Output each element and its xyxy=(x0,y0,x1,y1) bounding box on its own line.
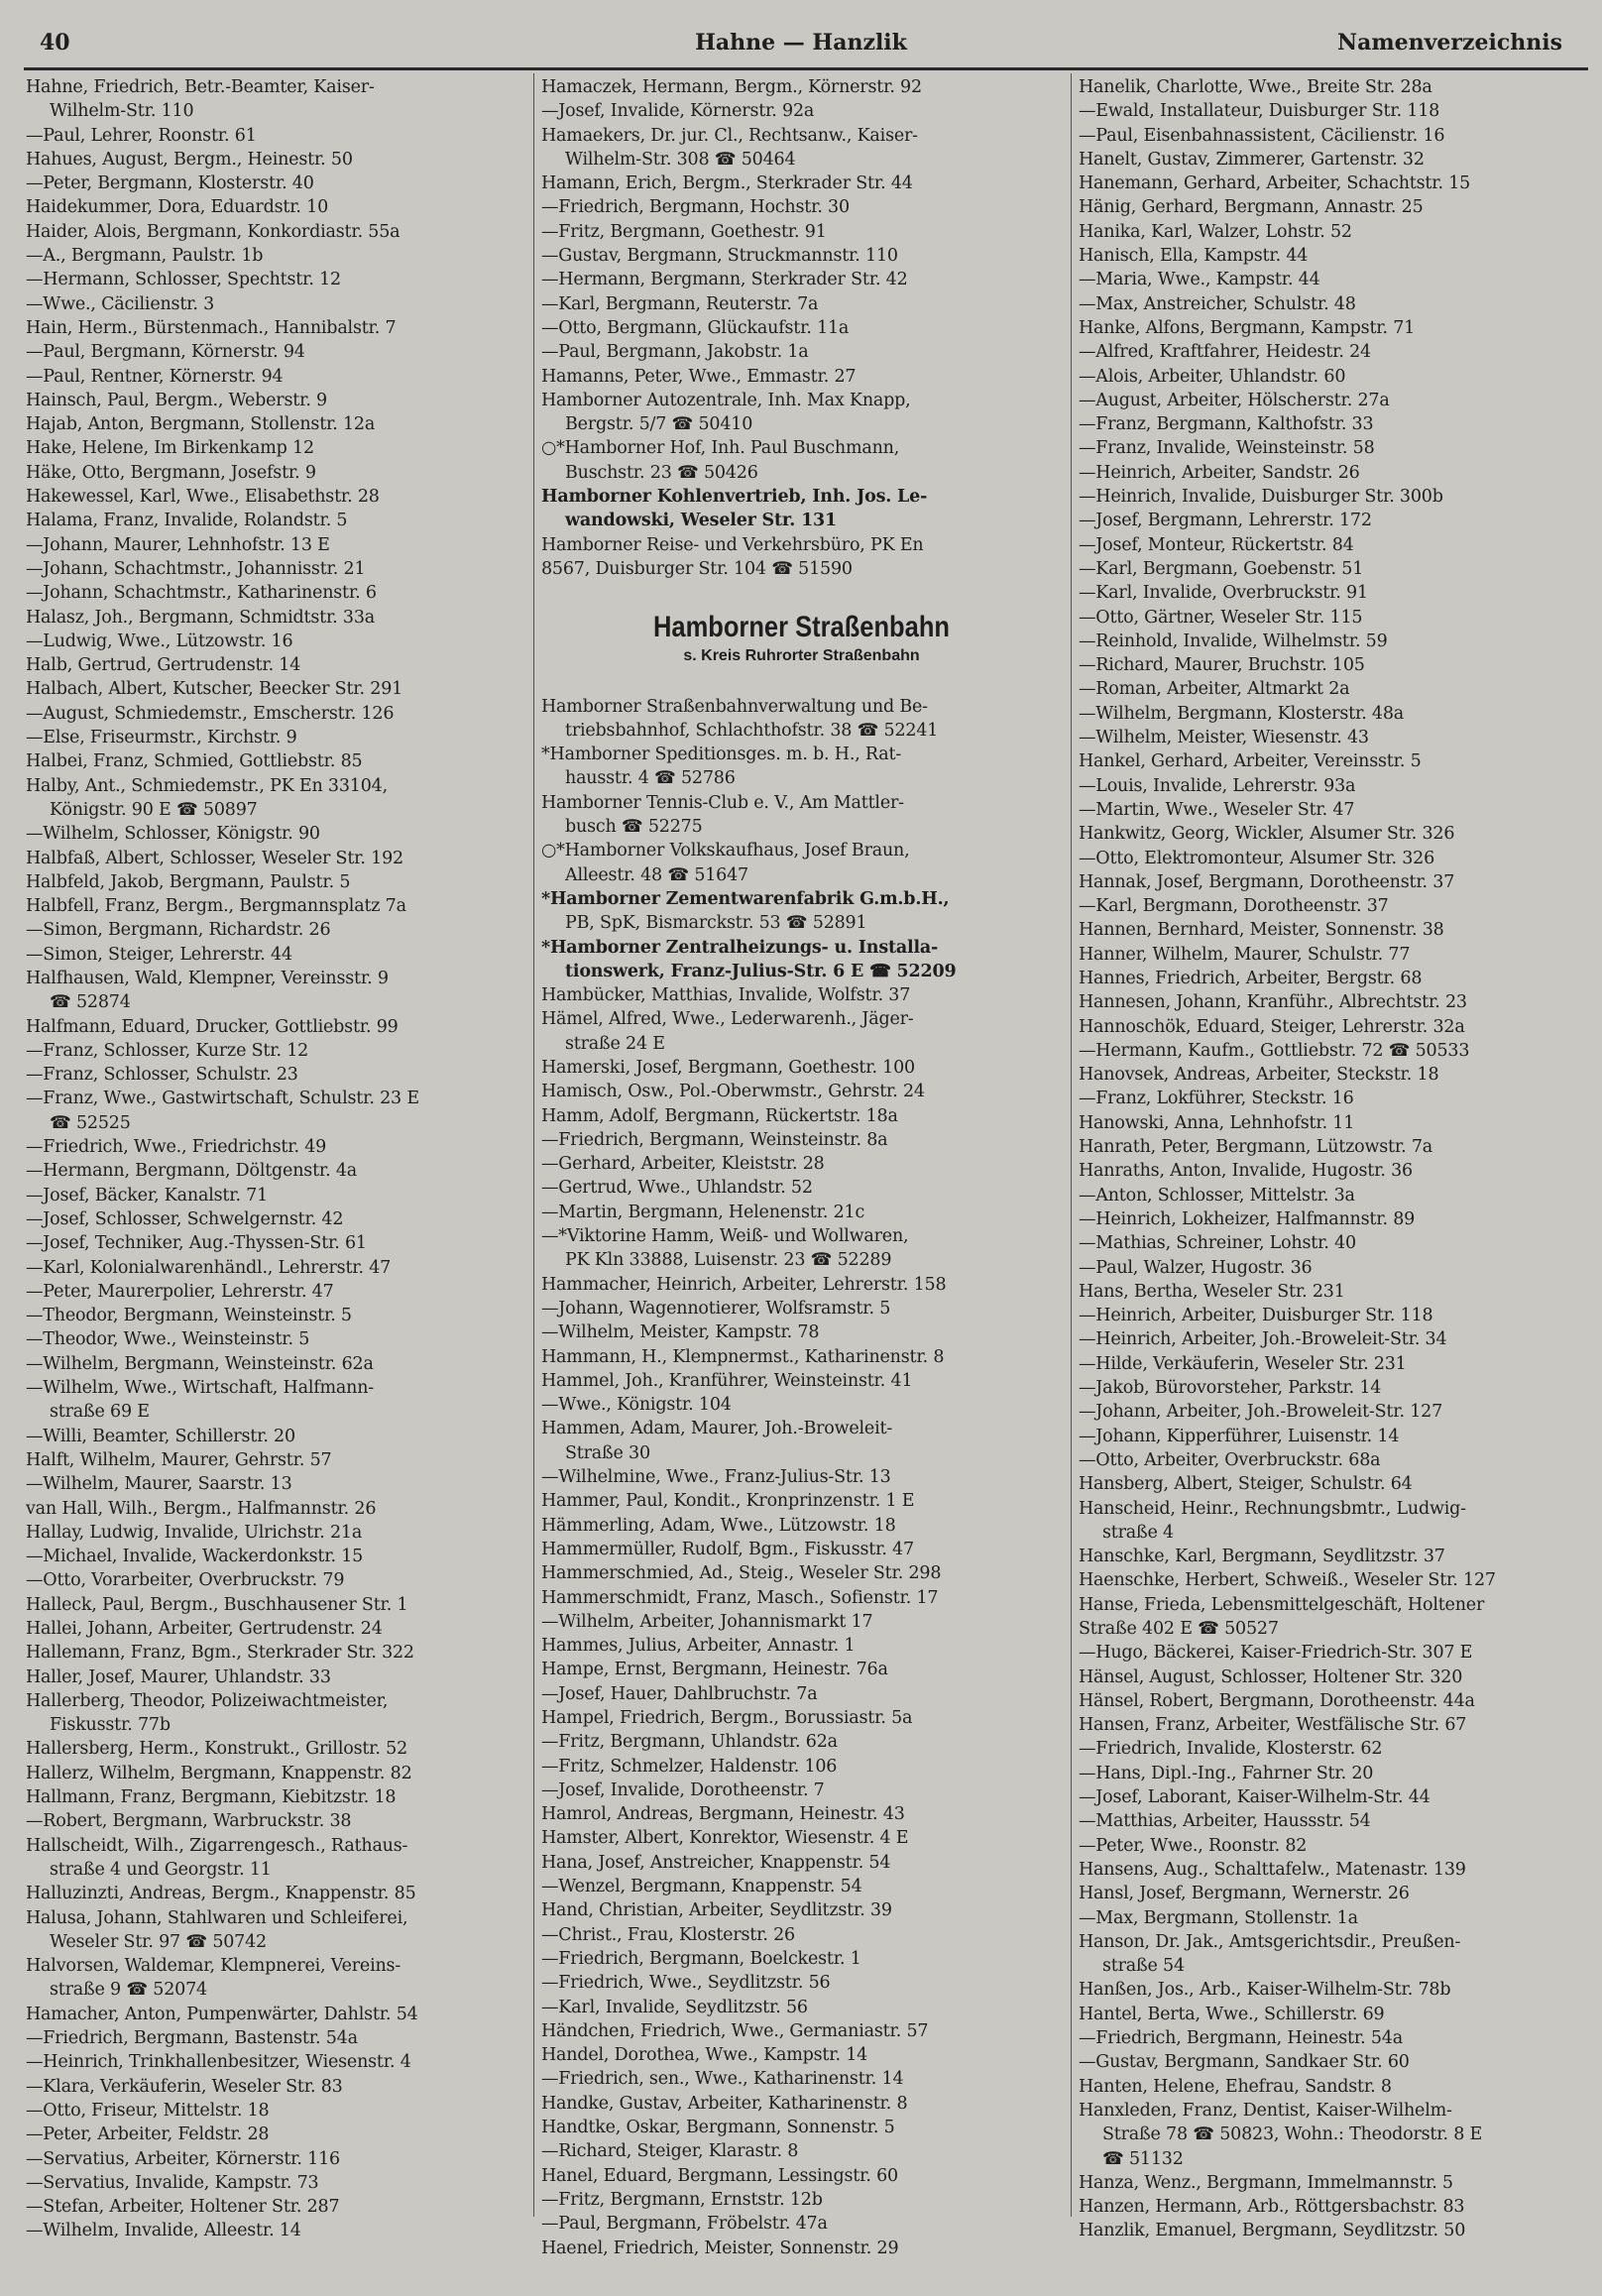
directory-entry-line: straße 4 xyxy=(1102,1522,1174,1543)
directory-entry-line: Hämel, Alfred, Wwe., Lederwarenh., Jäger- xyxy=(541,1009,914,1030)
directory-entry-line: Hänig, Gerhard, Bergmann, Annastr. 25 xyxy=(1079,197,1424,218)
directory-entry-line: —Hugo, Bäckerei, Kaiser-Friedrich-Str. 307 E xyxy=(1079,1643,1473,1664)
directory-entry-line: Königstr. 90 E ☎ 50897 xyxy=(50,799,258,820)
directory-entry-line: —Wenzel, Bergmann, Knappenstr. 54 xyxy=(541,1877,862,1897)
directory-entry-line: Halfmann, Eduard, Drucker, Gottliebstr. 99 xyxy=(26,1016,399,1037)
directory-entry-line: Hanraths, Anton, Invalide, Hugostr. 36 xyxy=(1079,1161,1413,1182)
directory-entry-line: Wilhelm-Str. 308 ☎ 50464 xyxy=(565,149,796,170)
directory-entry-line: Hallmann, Franz, Bergmann, Kiebitzstr. 18 xyxy=(26,1787,397,1808)
directory-entry-line: —Josef, Invalide, Dorotheenstr. 7 xyxy=(541,1779,825,1800)
directory-entry-line: Hambücker, Matthias, Invalide, Wolfstr. 37 xyxy=(541,985,911,1006)
directory-entry-line: Hampe, Ernst, Bergmann, Heinestr. 76a xyxy=(541,1660,888,1680)
directory-entry-line: —Alois, Arbeiter, Uhlandstr. 60 xyxy=(1079,366,1346,387)
column-3 xyxy=(1079,75,1599,2243)
directory-entry-line: —Franz, Schlosser, Schulstr. 23 xyxy=(26,1065,298,1086)
directory-entry-line: ○*Hamborner Volkskaufhaus, Josef Braun, xyxy=(541,841,910,861)
directory-entry-line: Halvorsen, Waldemar, Klempnerei, Vereins- xyxy=(26,1956,401,1977)
directory-entry-line: Hämmerling, Adam, Wwe., Lützowstr. 18 xyxy=(541,1515,896,1536)
directory-entry-line: —Theodor, Bergmann, Weinsteinstr. 5 xyxy=(26,1306,352,1326)
directory-entry-line: Hamborner Straßenbahnverwaltung und Be- xyxy=(541,696,928,717)
directory-entry-line: —Servatius, Invalide, Kampstr. 73 xyxy=(26,2172,319,2193)
directory-entry-line: —*Viktorine Hamm, Weiß- und Wollwaren, xyxy=(541,1226,909,1247)
directory-entry-line: Hampel, Friedrich, Bergm., Borussiastr. 5a xyxy=(541,1708,913,1728)
directory-entry-line: —Otto, Arbeiter, Overbruckstr. 68a xyxy=(1079,1449,1381,1470)
directory-entry-line: —Paul, Lehrer, Roonstr. 61 xyxy=(26,125,257,146)
directory-entry-line: *Hamborner Zentralheizungs- u. Installa- xyxy=(541,937,939,958)
directory-entry-line: Hallersberg, Herm., Konstrukt., Grillostr. 52 xyxy=(26,1739,408,1760)
directory-entry-line: —Peter, Arbeiter, Feldstr. 28 xyxy=(26,2124,270,2145)
directory-entry-line: —Josef, Monteur, Rückertstr. 84 xyxy=(1079,534,1354,555)
advertisement-box xyxy=(541,611,1062,668)
directory-entry-line: —Otto, Gärtner, Weseler Str. 115 xyxy=(1079,607,1363,628)
directory-entry-line: —Max, Anstreicher, Schulstr. 48 xyxy=(1079,293,1356,314)
directory-entry-line: —Heinrich, Trinkhallenbesitzer, Wiesenstr. 4 xyxy=(26,2052,411,2073)
directory-entry-line: Hahues, August, Bergm., Heinestr. 50 xyxy=(26,149,353,170)
directory-entry-line: —Friedrich, Wwe., Seydlitzstr. 56 xyxy=(541,1973,831,1994)
directory-entry-line: —Friedrich, Bergmann, Bastenstr. 54a xyxy=(26,2028,358,2049)
directory-entry-line: Halbach, Albert, Kutscher, Beecker Str. 291 xyxy=(26,679,403,700)
directory-entry-line: Hanika, Karl, Walzer, Lohstr. 52 xyxy=(1079,221,1352,242)
directory-entry-line: —Josef, Bergmann, Lehrerstr. 172 xyxy=(1079,511,1372,531)
directory-entry-line: —Wilhelm, Bergmann, Weinsteinstr. 62a xyxy=(26,1353,374,1374)
directory-entry-line: —Wilhelmine, Wwe., Franz-Julius-Str. 13 xyxy=(541,1467,891,1488)
directory-entry-line: Hanel, Eduard, Bergmann, Lessingstr. 60 xyxy=(541,2165,898,2186)
directory-entry-line: —Wilhelm, Arbeiter, Johannismarkt 17 xyxy=(541,1611,873,1632)
directory-entry-line: —Franz, Invalide, Weinsteinstr. 58 xyxy=(1079,438,1375,459)
directory-entry-line: —Josef, Techniker, Aug.-Thyssen-Str. 61 xyxy=(26,1233,367,1254)
directory-entry-line: Hamm, Adolf, Bergmann, Rückertstr. 18a xyxy=(541,1105,898,1126)
directory-entry-line: PB, SpK, Bismarckstr. 53 ☎ 52891 xyxy=(565,913,867,934)
directory-entry-line: —Paul, Bergmann, Fröbelstr. 47a xyxy=(541,2214,828,2235)
directory-entry-line: —Ludwig, Wwe., Lützowstr. 16 xyxy=(26,631,293,651)
directory-entry-line: Hammermüller, Rudolf, Bgm., Fiskusstr. 47 xyxy=(541,1539,914,1559)
directory-entry-line: —Peter, Maurerpolier, Lehrerstr. 47 xyxy=(26,1281,334,1302)
directory-entry-line: —Simon, Bergmann, Richardstr. 26 xyxy=(26,920,331,941)
directory-entry-line: —Mathias, Schreiner, Lohstr. 40 xyxy=(1079,1233,1356,1254)
directory-entry-line: Hansl, Josef, Bergmann, Wernerstr. 26 xyxy=(1079,1884,1410,1904)
directory-entry-line: PK Kln 33888, Luisenstr. 23 ☎ 52289 xyxy=(565,1250,892,1271)
directory-entry-line: —Karl, Invalide, Seydlitzstr. 56 xyxy=(541,1997,808,2017)
directory-entry-line: —Friedrich, Bergmann, Hochstr. 30 xyxy=(541,197,850,218)
directory-entry-line: Halby, Ant., Schmiedemstr., PK En 33104, xyxy=(26,775,388,796)
directory-entry-line: Hamaekers, Dr. jur. Cl., Rechtsanw., Kaiser- xyxy=(541,125,918,146)
directory-entry-line: *Hamborner Zementwarenfabrik G.m.b.H., xyxy=(541,888,950,909)
directory-entry-line: ☎ 52525 xyxy=(50,1112,131,1133)
directory-entry-line: —Paul, Rentner, Körnerstr. 94 xyxy=(26,366,284,387)
directory-entry-line: Hanowski, Anna, Lehnhofstr. 11 xyxy=(1079,1112,1355,1133)
directory-entry-line: Haller, Josef, Maurer, Uhlandstr. 33 xyxy=(26,1666,331,1687)
directory-entry-line: Hamborner Autozentrale, Inh. Max Knapp, xyxy=(541,390,911,410)
directory-entry-line: Hanke, Alfons, Bergmann, Kampstr. 71 xyxy=(1079,317,1416,338)
directory-entry-line: Hanemann, Gerhard, Arbeiter, Schachtstr. 15 xyxy=(1079,173,1471,194)
directory-entry-line: —Hermann, Schlosser, Spechtstr. 12 xyxy=(26,270,341,290)
directory-entry-line: —Wilhelm, Meister, Wiesenstr. 43 xyxy=(1079,728,1369,748)
directory-entry-line: Hankel, Gerhard, Arbeiter, Vereinsstr. 5 xyxy=(1079,751,1422,772)
directory-entry-line: Hain, Herm., Bürstenmach., Hannibalstr. 7 xyxy=(26,317,397,338)
directory-entry-line: Hamann, Erich, Bergm., Sterkrader Str. 44 xyxy=(541,173,913,194)
directory-entry-line: —Fritz, Bergmann, Goethestr. 91 xyxy=(541,221,827,242)
directory-entry-line: wandowski, Weseler Str. 131 xyxy=(565,511,838,531)
directory-entry-line: —Wilhelm, Schlosser, Königstr. 90 xyxy=(26,824,320,845)
directory-entry-line: Hänsel, August, Schlosser, Holtener Str. 320 xyxy=(1079,1666,1463,1687)
directory-entry-line: Hanxleden, Franz, Dentist, Kaiser-Wilhelm- xyxy=(1079,2100,1452,2121)
directory-entry-line: —Paul, Walzer, Hugostr. 36 xyxy=(1079,1257,1313,1278)
directory-entry-line: Hand, Christian, Arbeiter, Seydlitzstr. 39 xyxy=(541,1900,892,1921)
directory-entry-line: Haenschke, Herbert, Schweiß., Weseler Str. 127 xyxy=(1079,1570,1496,1591)
directory-entry-line: —Ewald, Installateur, Duisburger Str. 118 xyxy=(1079,101,1440,122)
directory-entry-line: —Friedrich, Bergmann, Boelckestr. 1 xyxy=(541,1948,861,1969)
directory-entry-line: Halbfell, Franz, Bergm., Bergmannsplatz 7a xyxy=(26,896,406,917)
directory-entry-line: Hallerberg, Theodor, Polizeiwachtmeister, xyxy=(26,1690,389,1711)
directory-entry-line: —Fritz, Bergmann, Uhlandstr. 62a xyxy=(541,1732,838,1753)
directory-entry-line: Halfhausen, Wald, Klempner, Vereinsstr. 9 xyxy=(26,968,389,988)
directory-entry-line: —Franz, Bergmann, Kalthofstr. 33 xyxy=(1079,414,1374,435)
directory-entry-line: Hanson, Dr. Jak., Amtsgerichtsdir., Preußen- xyxy=(1079,1931,1461,1952)
page-header xyxy=(0,0,1602,71)
directory-entry-line: —Roman, Arbeiter, Altmarkt 2a xyxy=(1079,679,1350,700)
directory-entry-line: —Maria, Wwe., Kampstr. 44 xyxy=(1079,270,1320,290)
directory-entry-line: —Fritz, Bergmann, Ernststr. 12b xyxy=(541,2189,823,2210)
directory-entry-line: Buschstr. 23 ☎ 50426 xyxy=(565,462,758,483)
directory-entry-line: Halasz, Joh., Bergmann, Schmidtstr. 33a xyxy=(26,607,376,628)
directory-entry-line: Alleestr. 48 ☎ 51647 xyxy=(565,864,748,885)
directory-entry-line: —Stefan, Arbeiter, Holtener Str. 287 xyxy=(26,2197,340,2218)
directory-entry-line: straße 4 und Georgstr. 11 xyxy=(50,1859,272,1880)
directory-entry-line: —Willi, Beamter, Schillerstr. 20 xyxy=(26,1426,295,1446)
directory-entry-line: —Gustav, Bergmann, Struckmannstr. 110 xyxy=(541,246,898,267)
directory-entry-line: —Heinrich, Arbeiter, Joh.-Broweleit-Str. 34 xyxy=(1079,1329,1447,1350)
directory-entry-line: —Peter, Bergmann, Klosterstr. 40 xyxy=(26,173,314,194)
directory-entry-line: —Friedrich, Bergmann, Weinsteinstr. 8a xyxy=(541,1129,888,1150)
directory-entry-line: Hanzen, Hermann, Arb., Röttgersbachstr. 83 xyxy=(1079,2197,1465,2218)
directory-entry-line: —Wilhelm, Bergmann, Klosterstr. 48a xyxy=(1079,703,1405,724)
directory-entry-line: —Servatius, Arbeiter, Körnerstr. 116 xyxy=(26,2148,340,2169)
directory-entry-line: —Wilhelm, Wwe., Wirtschaft, Halfmann- xyxy=(26,1378,374,1399)
ad-title: Hamborner Straßenbahn xyxy=(653,611,950,644)
directory-entry-line: Fiskusstr. 77b xyxy=(50,1715,171,1736)
directory-entry-line: Hanelt, Gustav, Zimmerer, Gartenstr. 32 xyxy=(1079,149,1425,170)
directory-entry-line: —Fritz, Schmelzer, Haldenstr. 106 xyxy=(541,1756,838,1777)
directory-entry-line: Hanrath, Peter, Bergmann, Lützowstr. 7a xyxy=(1079,1137,1432,1158)
directory-entry-line: —Martin, Wwe., Weseler Str. 47 xyxy=(1079,799,1355,820)
directory-entry-line: —Johann, Kipperführer, Luisenstr. 14 xyxy=(1079,1426,1400,1446)
directory-entry-line: Hannak, Josef, Bergmann, Dorotheenstr. 37 xyxy=(1079,871,1455,892)
running-title: Hahne — Hanzlik xyxy=(695,30,907,56)
directory-entry-line: Hanisch, Ella, Kampstr. 44 xyxy=(1079,246,1309,267)
directory-entry-line: —Simon, Steiger, Lehrerstr. 44 xyxy=(26,944,292,965)
directory-entry-line: —Friedrich, Bergmann, Heinestr. 54a xyxy=(1079,2028,1403,2049)
directory-entry-line: Hamster, Albert, Konrektor, Wiesenstr. 4 E xyxy=(541,1828,909,1849)
directory-entry-line: —Karl, Kolonialwarenhändl., Lehrerstr. 47 xyxy=(26,1257,392,1278)
directory-entry-line: Straße 78 ☎ 50823, Wohn.: Theodorstr. 8 E xyxy=(1102,2124,1483,2145)
directory-entry-line: —Hermann, Kaufm., Gottliebstr. 72 ☎ 50533 xyxy=(1079,1040,1470,1061)
directory-entry-line: straße 24 E xyxy=(565,1033,665,1054)
directory-entry-line: Bergstr. 5/7 ☎ 50410 xyxy=(565,414,753,435)
directory-entry-line: Hamborner Kohlenvertrieb, Inh. Jos. Le- xyxy=(541,487,928,508)
directory-entry-line: Hainsch, Paul, Bergm., Weberstr. 9 xyxy=(26,390,327,410)
directory-entry-line: Hallay, Ludwig, Invalide, Ulrichstr. 21a xyxy=(26,1522,363,1543)
directory-entry-line: Hammes, Julius, Arbeiter, Annastr. 1 xyxy=(541,1636,856,1657)
directory-entry-line: —Gustav, Bergmann, Sandkaer Str. 60 xyxy=(1079,2052,1410,2073)
directory-entry-line: Hammerschmied, Ad., Steig., Weseler Str. 298 xyxy=(541,1563,942,1584)
directory-entry-line: —Gertrud, Wwe., Uhlandstr. 52 xyxy=(541,1178,813,1199)
directory-entry-line: Hammer, Paul, Kondit., Kronprinzenstr. 1 E xyxy=(541,1491,915,1512)
directory-entry-line: —Heinrich, Lokheizer, Halfmannstr. 89 xyxy=(1079,1208,1416,1229)
directory-entry-line: —Otto, Bergmann, Glückaufstr. 11a xyxy=(541,317,850,338)
directory-entry-line: Hallei, Johann, Arbeiter, Gertrudenstr. 24 xyxy=(26,1619,383,1639)
directory-entry-line: Hallemann, Franz, Bgm., Sterkrader Str. 322 xyxy=(26,1643,414,1664)
directory-entry-line: —Richard, Maurer, Bruchstr. 105 xyxy=(1079,655,1365,676)
directory-entry-line: —Otto, Vorarbeiter, Overbruckstr. 79 xyxy=(26,1570,345,1591)
directory-entry-line: Hahne, Friedrich, Betr.-Beamter, Kaiser- xyxy=(26,77,375,97)
directory-entry-line: Hanzlik, Emanuel, Bergmann, Seydlitzstr. 50 xyxy=(1079,2221,1466,2241)
section-title: Namenverzeichnis xyxy=(1337,30,1562,56)
directory-entry-line: Hannes, Friedrich, Arbeiter, Bergstr. 68 xyxy=(1079,968,1423,988)
directory-entry-line: —Franz, Schlosser, Kurze Str. 12 xyxy=(26,1040,309,1061)
directory-entry-line: —Heinrich, Arbeiter, Duisburger Str. 118 xyxy=(1079,1306,1433,1326)
directory-entry-line: Hamborner Reise- und Verkehrsbüro, PK En xyxy=(541,534,924,555)
directory-entry-line: —Hans, Dipl.-Ing., Fahrner Str. 20 xyxy=(1079,1763,1374,1783)
directory-entry-line: —Klara, Verkäuferin, Weseler Str. 83 xyxy=(26,2076,343,2097)
directory-entry-line: Hammen, Adam, Maurer, Joh.-Broweleit- xyxy=(541,1419,893,1439)
directory-entry-line: 8567, Duisburger Str. 104 ☎ 51590 xyxy=(541,558,853,579)
directory-entry-line: ○*Hamborner Hof, Inh. Paul Buschmann, xyxy=(541,438,900,459)
directory-entry-line: —Heinrich, Invalide, Duisburger Str. 300b xyxy=(1079,487,1443,508)
directory-entry-line: —Paul, Bergmann, Körnerstr. 94 xyxy=(26,342,305,363)
directory-entry-line: Hamerski, Josef, Bergmann, Goethestr. 100 xyxy=(541,1057,915,1078)
directory-entry-line: —A., Bergmann, Paulstr. 1b xyxy=(26,246,264,267)
directory-entry-line: Straße 30 xyxy=(565,1442,650,1463)
directory-entry-line: —Wwe., Königstr. 104 xyxy=(541,1395,732,1416)
directory-entry-line: —Josef, Laborant, Kaiser-Wilhelm-Str. 44 xyxy=(1079,1787,1430,1808)
directory-entry-line: Hanten, Helene, Ehefrau, Sandstr. 8 xyxy=(1079,2076,1392,2097)
directory-entry-line: Hammacher, Heinrich, Arbeiter, Lehrerstr. 158 xyxy=(541,1274,947,1295)
directory-entry-line: Hänsel, Robert, Bergmann, Dorotheenstr. 44a xyxy=(1079,1690,1475,1711)
directory-entry-line: Weseler Str. 97 ☎ 50742 xyxy=(50,1931,267,1952)
directory-entry-line: Halbfaß, Albert, Schlosser, Weseler Str. 192 xyxy=(26,848,403,868)
directory-entry-line: Halusa, Johann, Stahlwaren und Schleiferei, xyxy=(26,1907,408,1928)
directory-entry-line: Halbei, Franz, Schmied, Gottliebstr. 85 xyxy=(26,751,363,772)
directory-entry-line: Halb, Gertrud, Gertrudenstr. 14 xyxy=(26,655,301,676)
directory-entry-line: Hannen, Bernhard, Meister, Sonnenstr. 38 xyxy=(1079,920,1444,941)
page-number: 40 xyxy=(40,30,70,56)
directory-entry-line: —Louis, Invalide, Lehrerstr. 93a xyxy=(1079,775,1356,796)
directory-entry-line: —Paul, Bergmann, Jakobstr. 1a xyxy=(541,342,809,363)
directory-entry-line: —Peter, Wwe., Roonstr. 82 xyxy=(1079,1835,1308,1856)
directory-entry-line: Hamborner Tennis-Club e. V., Am Mattler- xyxy=(541,792,904,813)
directory-entry-line: —Christ., Frau, Klosterstr. 26 xyxy=(541,1924,795,1945)
directory-entry-line: —Michael, Invalide, Wackerdonkstr. 15 xyxy=(26,1547,364,1567)
directory-entry-line: Hakewessel, Karl, Wwe., Elisabethstr. 28 xyxy=(26,487,380,508)
directory-entry-line: Hammel, Joh., Kranführer, Weinsteinstr. 41 xyxy=(541,1370,913,1391)
directory-entry-line: —Wwe., Cäcilienstr. 3 xyxy=(26,293,215,314)
directory-entry-line: —Paul, Eisenbahnassistent, Cäcilienstr. 16 xyxy=(1079,125,1445,146)
directory-entry-line: —Richard, Steiger, Klarastr. 8 xyxy=(541,2141,799,2162)
directory-entry-line: —Johann, Wagennotierer, Wolfsramstr. 5 xyxy=(541,1298,891,1319)
directory-entry-line: Hansens, Aug., Schalttafelw., Matenastr. 139 xyxy=(1079,1859,1466,1880)
directory-entry-line: Hanßen, Jos., Arb., Kaiser-Wilhelm-Str. 78b xyxy=(1079,1980,1451,2001)
directory-entry-line: —Josef, Bäcker, Kanalstr. 71 xyxy=(26,1185,269,1205)
directory-entry-line: —Johann, Schachtmstr., Katharinenstr. 6 xyxy=(26,583,377,604)
column-2 xyxy=(541,75,1062,2260)
directory-entry-line: Halbfeld, Jakob, Bergmann, Paulstr. 5 xyxy=(26,871,351,892)
directory-entry-line: Hallscheidt, Wilh., Zigarrengesch., Rathaus- xyxy=(26,1835,408,1856)
directory-entry-line: Halama, Franz, Invalide, Rolandstr. 5 xyxy=(26,511,348,531)
directory-entry-line: Hammann, H., Klempnermst., Katharinenstr. 8 xyxy=(541,1346,945,1367)
directory-entry-line: —Martin, Bergmann, Helenenstr. 21c xyxy=(541,1202,865,1222)
directory-entry-line: Hamanns, Peter, Wwe., Emmastr. 27 xyxy=(541,366,857,387)
directory-entry-line: Hans, Bertha, Weseler Str. 231 xyxy=(1079,1281,1345,1302)
directory-entry-line: Hanovsek, Andreas, Arbeiter, Steckstr. 18 xyxy=(1079,1065,1439,1086)
directory-entry-line: —Theodor, Wwe., Weinsteinstr. 5 xyxy=(26,1329,310,1350)
directory-entry-line: Händchen, Friedrich, Wwe., Germaniastr. 57 xyxy=(541,2020,929,2041)
directory-entry-line: Hamisch, Osw., Pol.-Oberwmstr., Gehrstr. 24 xyxy=(541,1082,925,1102)
directory-entry-line: Hansen, Franz, Arbeiter, Westfälische Str. 67 xyxy=(1079,1715,1467,1736)
directory-entry-line: —Wilhelm, Invalide, Alleestr. 14 xyxy=(26,2221,301,2241)
directory-entry-line: —Wilhelm, Meister, Kampstr. 78 xyxy=(541,1322,820,1343)
directory-entry-line: —Franz, Wwe., Gastwirtschaft, Schulstr. 23 E xyxy=(26,1089,419,1109)
directory-entry-line: Hajab, Anton, Bergmann, Stollenstr. 12a xyxy=(26,414,376,435)
directory-entry-line: —Friedrich, Wwe., Friedrichstr. 49 xyxy=(26,1137,327,1158)
directory-entry-line: —Hilde, Verkäuferin, Weseler Str. 231 xyxy=(1079,1353,1407,1374)
directory-entry-line: Hamaczek, Hermann, Bergm., Körnerstr. 92 xyxy=(541,77,922,97)
directory-entry-line: tionswerk, Franz-Julius-Str. 6 E ☎ 52209 xyxy=(565,961,957,981)
column-1 xyxy=(26,75,546,2243)
directory-entry-line: —Hermann, Bergmann, Döltgenstr. 4a xyxy=(26,1161,358,1182)
directory-entry-line: —Franz, Lokführer, Steckstr. 16 xyxy=(1079,1089,1354,1109)
directory-entry-line: Hake, Helene, Im Birkenkamp 12 xyxy=(26,438,314,459)
directory-entry-line: —Friedrich, Invalide, Klosterstr. 62 xyxy=(1079,1739,1383,1760)
directory-entry-line: —Heinrich, Arbeiter, Sandstr. 26 xyxy=(1079,462,1360,483)
directory-entry-line: Hana, Josef, Anstreicher, Knappenstr. 54 xyxy=(541,1852,891,1873)
directory-entry-line: straße 54 xyxy=(1102,1956,1185,1977)
directory-entry-line: Hannoschök, Eduard, Steiger, Lehrerstr. 32a xyxy=(1079,1016,1465,1037)
directory-entry-line: —Johann, Arbeiter, Joh.-Broweleit-Str. 127 xyxy=(1079,1402,1443,1423)
directory-entry-line: —Josef, Invalide, Körnerstr. 92a xyxy=(541,101,815,122)
directory-entry-line: Hantel, Berta, Wwe., Schillerstr. 69 xyxy=(1079,2004,1385,2024)
directory-entry-line: straße 69 E xyxy=(50,1402,150,1423)
directory-entry-line: *Hamborner Speditionsges. m. b. H., Rat- xyxy=(541,745,902,765)
directory-entry-line: Straße 402 E ☎ 50527 xyxy=(1079,1619,1279,1639)
directory-entry-line: —Karl, Bergmann, Reuterstr. 7a xyxy=(541,293,819,314)
directory-entry-line: Hansberg, Albert, Steiger, Schulstr. 64 xyxy=(1079,1474,1413,1495)
directory-entry-line: —Jakob, Bürovorsteher, Parkstr. 14 xyxy=(1079,1378,1382,1399)
directory-entry-line: —Johann, Maurer, Lehnhofstr. 13 E xyxy=(26,534,330,555)
directory-entry-line: —Alfred, Kraftfahrer, Heidestr. 24 xyxy=(1079,342,1371,363)
directory-entry-line: —Gerhard, Arbeiter, Kleiststr. 28 xyxy=(541,1154,825,1175)
directory-entry-line: Häke, Otto, Bergmann, Josefstr. 9 xyxy=(26,462,316,483)
directory-entry-line: Hammerschmidt, Franz, Masch., Sofienstr. 17 xyxy=(541,1587,939,1608)
column-divider xyxy=(1071,73,1072,2217)
directory-entry-line: Halft, Wilhelm, Maurer, Gehrstr. 57 xyxy=(26,1449,332,1470)
directory-entry-line: hausstr. 4 ☎ 52786 xyxy=(565,768,736,789)
directory-entry-line: Halluzinzti, Andreas, Bergm., Knappenstr. 85 xyxy=(26,1884,416,1904)
directory-entry-line: Hanelik, Charlotte, Wwe., Breite Str. 28a xyxy=(1079,77,1432,97)
directory-entry-line: —August, Arbeiter, Hölscherstr. 27a xyxy=(1079,390,1390,410)
directory-entry-line: —Else, Friseurmstr., Kirchstr. 9 xyxy=(26,728,297,748)
directory-entry-line: —Hermann, Bergmann, Sterkrader Str. 42 xyxy=(541,270,908,290)
directory-entry-line: ☎ 51132 xyxy=(1102,2148,1184,2169)
directory-entry-line: Hallerz, Wilhelm, Bergmann, Knappenstr. 82 xyxy=(26,1763,412,1783)
directory-entry-line: —Karl, Invalide, Overbruckstr. 91 xyxy=(1079,583,1368,604)
directory-entry-line: Hamrol, Andreas, Bergmann, Heinestr. 43 xyxy=(541,1804,905,1825)
directory-entry-line: —Johann, Schachtmstr., Johannisstr. 21 xyxy=(26,558,366,579)
directory-entry-line: triebsbahnhof, Schlachthofstr. 38 ☎ 52241 xyxy=(565,720,939,741)
directory-entry-line: —Otto, Friseur, Mittelstr. 18 xyxy=(26,2100,270,2121)
directory-entry-line: Hannesen, Johann, Kranführ., Albrechtstr. 23 xyxy=(1079,992,1467,1013)
directory-entry-line: —Karl, Bergmann, Dorotheenstr. 37 xyxy=(1079,896,1389,917)
directory-entry-line: Wilhelm-Str. 110 xyxy=(50,101,194,122)
header-rule xyxy=(24,67,1588,70)
directory-entry-line: —August, Schmiedemstr., Emscherstr. 126 xyxy=(26,703,395,724)
directory-entry-line: Handtke, Oskar, Bergmann, Sonnenstr. 5 xyxy=(541,2118,895,2138)
directory-entry-line: —Reinhold, Invalide, Wilhelmstr. 59 xyxy=(1079,631,1388,651)
directory-entry-line: Hanscheid, Heinr., Rechnungsbmtr., Ludwig- xyxy=(1079,1498,1466,1519)
directory-entry-line: —Robert, Bergmann, Warbruckstr. 38 xyxy=(26,1811,352,1832)
directory-entry-line: —Friedrich, sen., Wwe., Katharinenstr. 14 xyxy=(541,2069,904,2090)
directory-entry-line: Hanse, Frieda, Lebensmittelgeschäft, Holtener xyxy=(1079,1594,1485,1615)
directory-entry-line: straße 9 ☎ 52074 xyxy=(50,1980,207,2001)
directory-entry-line: Hamacher, Anton, Pumpenwärter, Dahlstr. 54 xyxy=(26,2004,418,2024)
directory-entry-line: —Matthias, Arbeiter, Haussstr. 54 xyxy=(1079,1811,1371,1832)
directory-entry-line: —Max, Bergmann, Stollenstr. 1a xyxy=(1079,1907,1358,1928)
directory-entry-line: Hankwitz, Georg, Wickler, Alsumer Str. 326 xyxy=(1079,824,1455,845)
directory-entry-line: —Otto, Elektromonteur, Alsumer Str. 326 xyxy=(1079,848,1435,868)
directory-entry-line: —Josef, Hauer, Dahlbruchstr. 7a xyxy=(541,1683,818,1704)
directory-entry-line: —Anton, Schlosser, Mittelstr. 3a xyxy=(1079,1185,1355,1205)
directory-entry-line: —Karl, Bergmann, Goebenstr. 51 xyxy=(1079,558,1364,579)
ad-subtitle: s. Kreis Ruhrorter Straßenbahn xyxy=(683,647,920,665)
directory-entry-line: —Josef, Schlosser, Schwelgernstr. 42 xyxy=(26,1208,344,1229)
directory-entry-line: ☎ 52874 xyxy=(50,992,131,1013)
directory-entry-line: Haenel, Friedrich, Meister, Sonnenstr. 29 xyxy=(541,2238,899,2258)
directory-entry-line: Halleck, Paul, Bergm., Buschhausener Str. 1 xyxy=(26,1594,408,1615)
directory-entry-line: Haider, Alois, Bergmann, Konkordiastr. 55a xyxy=(26,221,400,242)
directory-entry-line: —Wilhelm, Maurer, Saarstr. 13 xyxy=(26,1474,292,1495)
directory-entry-line: Handke, Gustav, Arbeiter, Katharinenstr. 8 xyxy=(541,2093,908,2114)
directory-entry-line: Hanza, Wenz., Bergmann, Immelmannstr. 5 xyxy=(1079,2172,1453,2193)
directory-entry-line: Handel, Dorothea, Wwe., Kampstr. 14 xyxy=(541,2045,868,2066)
directory-entry-line: busch ☎ 52275 xyxy=(565,817,703,838)
directory-entry-line: Hanner, Wilhelm, Maurer, Schulstr. 77 xyxy=(1079,944,1411,965)
directory-entry-line: Haidekummer, Dora, Eduardstr. 10 xyxy=(26,197,329,218)
directory-entry-line: van Hall, Wilh., Bergm., Halfmannstr. 26 xyxy=(26,1498,377,1519)
directory-entry-line: Hanschke, Karl, Bergmann, Seydlitzstr. 37 xyxy=(1079,1547,1445,1567)
